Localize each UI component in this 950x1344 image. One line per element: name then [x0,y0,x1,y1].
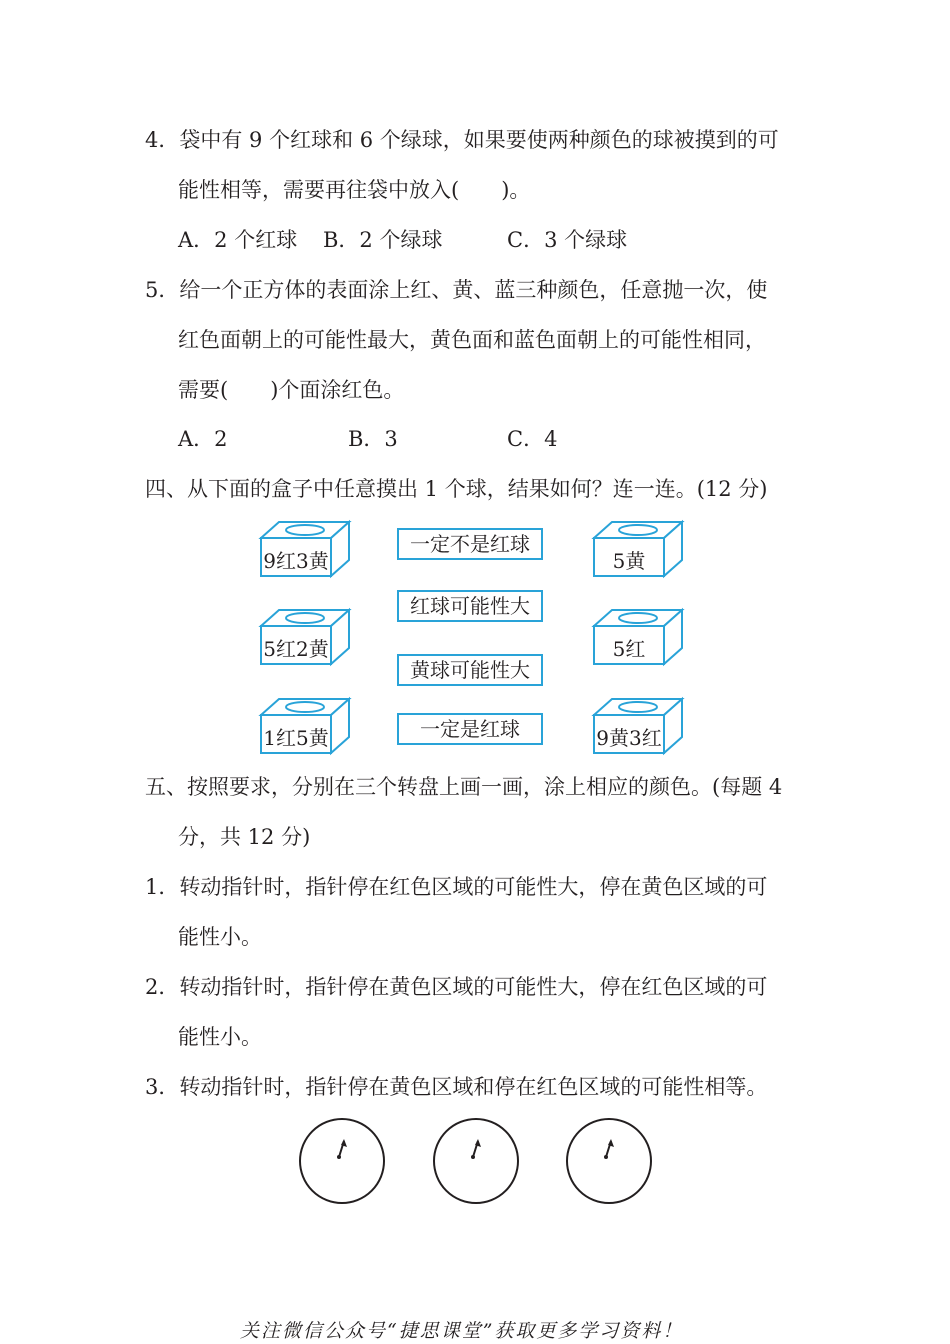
section5-item1-line2: 能性小。 [178,925,262,949]
box-left-1-label: 9红3黄 [263,549,329,573]
q4-option-c: C．3 个绿球 [507,228,628,252]
box-left-2-label: 5红2黄 [263,637,329,661]
section5-item2-line2: 能性小。 [178,1025,262,1049]
q4-line2: 能性相等，需要再往袋中放入( )。 [178,178,531,202]
spinner-3[interactable] [565,1117,653,1205]
result-card-2: 红球可能性大 [397,590,543,622]
section4-title: 四、从下面的盒子中任意摸出 1 个球，结果如何？连一连。(12 分) [145,477,768,501]
footer-note: 关注微信公众号“捷思课堂”获取更多学习资料！ [240,1320,684,1342]
section5-item1-line1: 1．转动指针时，指针停在红色区域的可能性大，停在黄色区域的可 [145,875,768,899]
box-right-2-label: 5红 [612,637,646,661]
q4-line1: 4．袋中有 9 个红球和 6 个绿球，如果要使两种颜色的球被摸到的可 [145,128,779,152]
q5-line1: 5．给一个正方体的表面涂上红、黄、蓝三种颜色，任意抛一次，使 [145,278,768,302]
section5-title-line2: 分，共 12 分) [178,825,311,849]
box-left-3-label: 1红5黄 [263,726,329,750]
section5-title-line1: 五、按照要求，分别在三个转盘上画一画，涂上相应的颜色。(每题 4 [145,775,783,799]
spinner-1[interactable] [298,1117,386,1205]
q4-option-a: A．2 个红球 [178,228,298,252]
q5-option-c: C．4 [507,427,558,451]
q5-line2: 红色面朝上的可能性最大，黄色面和蓝色面朝上的可能性相同， [178,328,766,352]
box-right-3-label: 9黄3红 [596,726,662,750]
q5-line3: 需要( )个面涂红色。 [178,378,405,402]
q5-option-b: B．3 [348,427,398,451]
q4-option-b: B．2 个绿球 [323,228,443,252]
result-card-1: 一定不是红球 [397,528,543,560]
result-card-4: 一定是红球 [397,713,543,745]
spinner-2[interactable] [432,1117,520,1205]
q5-option-a: A．2 [178,427,228,451]
section5-item3-line1: 3．转动指针时，指针停在黄色区域和停在红色区域的可能性相等。 [145,1075,768,1099]
section5-item2-line1: 2．转动指针时，指针停在黄色区域的可能性大，停在红色区域的可 [145,975,768,999]
result-card-3: 黄球可能性大 [397,654,543,686]
box-right-1-label: 5黄 [612,549,646,573]
